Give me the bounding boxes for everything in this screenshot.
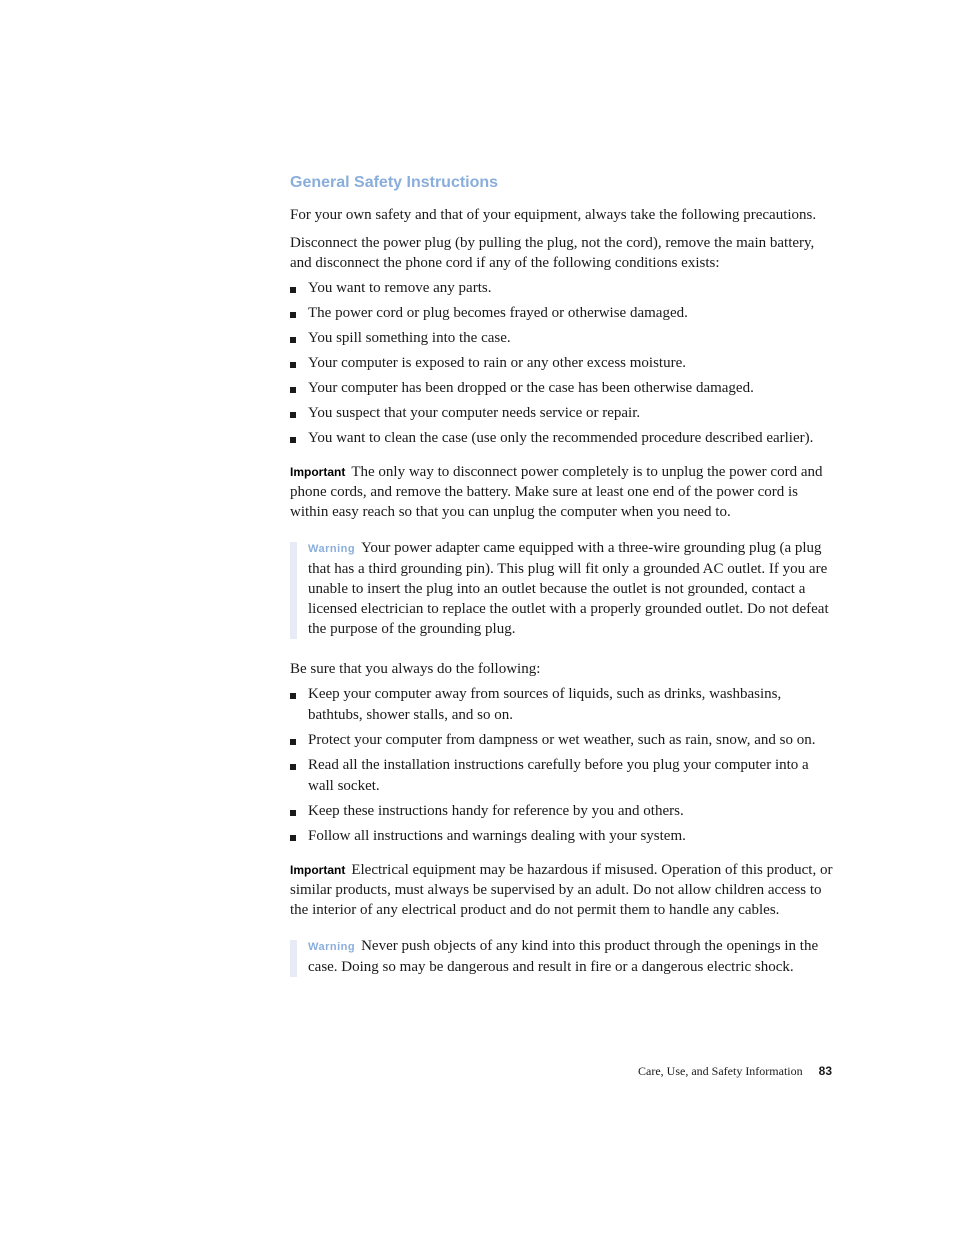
bullet-icon — [290, 287, 296, 293]
bullet-icon — [290, 810, 296, 816]
important-note-supervision — [290, 860, 835, 920]
conditions-intro: Disconnect the power plug (by pulling the plug, not the cord), remove the main battery, and disconnect the phone cord if any of the following conditions exists: — [290, 235, 815, 271]
bullet-icon — [290, 693, 296, 699]
page-number: 83 — [818, 1064, 832, 1078]
list-item: The power cord or plug becomes frayed or otherwise damaged. — [290, 303, 835, 324]
list-item: Follow all instructions and warnings dealing with your system. — [290, 826, 835, 847]
page-content — [290, 172, 835, 997]
footer-chapter-title: Care, Use, and Safety Information — [638, 1064, 803, 1078]
warning-bar — [290, 940, 297, 977]
warning-grounding-plug — [290, 538, 835, 639]
always-list — [290, 684, 835, 847]
list-item: Protect your computer from dampness or wet weather, such as rain, snow, and so on. — [290, 730, 835, 751]
page-footer — [638, 1063, 832, 1079]
bullet-icon — [290, 362, 296, 368]
important-label: Important — [290, 863, 346, 877]
list-item: You want to clean the case (use only the recommended procedure described earlier). — [290, 428, 835, 449]
warning-label: Warning — [308, 543, 356, 555]
section-heading: General Safety Instructions — [290, 174, 499, 191]
list-item: Read all the installation instructions carefully before you plug your computer into a wall socket. — [290, 755, 835, 797]
bullet-icon — [290, 412, 296, 418]
important-note-power — [290, 462, 835, 522]
conditions-list — [290, 278, 835, 449]
important-text: The only way to disconnect power completely is to unplug the power cord and phone cords, and remove the battery. Make sure at least one end of the power cord is within easy reach so that you can unplug the computer when you need to. — [290, 464, 823, 520]
warning-text: Your power adapter came equipped with a three-wire grounding plug (a plug that has a third grounding pin). This plug will fit only a grounded AC outlet. If you are unable to insert the plug into an outlet because the outlet is not grounded, contact a licensed electrician to replace the outlet with a properly grounded outlet. Do not defeat the purpose of the grounding plug. — [308, 540, 829, 637]
bullet-icon — [290, 337, 296, 343]
always-intro: Be sure that you always do the following: — [290, 661, 541, 677]
list-item: You want to remove any parts. — [290, 278, 835, 299]
warning-openings — [290, 936, 835, 977]
bullet-icon — [290, 387, 296, 393]
list-item: Keep these instructions handy for reference by you and others. — [290, 801, 835, 822]
bullet-icon — [290, 764, 296, 770]
warning-text: Never push objects of any kind into this product through the openings in the case. Doing so may be dangerous and result in fire or a dangerous electric shock. — [308, 938, 819, 975]
important-label: Important — [290, 465, 346, 479]
list-item: You spill something into the case. — [290, 328, 835, 349]
intro-paragraph: For your own safety and that of your equipment, always take the following precautions. — [290, 207, 817, 223]
bullet-icon — [290, 835, 296, 841]
list-item: Your computer has been dropped or the case has been otherwise damaged. — [290, 378, 835, 399]
bullet-icon — [290, 312, 296, 318]
list-item: Keep your computer away from sources of liquids, such as drinks, washbasins, bathtubs, shower stalls, and so on. — [290, 684, 835, 726]
warning-bar — [290, 542, 297, 639]
important-text: Electrical equipment may be hazardous if misused. Operation of this product, or similar products, must always be supervised by an adult. Do not allow children access to the interior of any electrical product and do not permit them to handle any cables. — [290, 862, 833, 918]
list-item: Your computer is exposed to rain or any other excess moisture. — [290, 353, 835, 374]
bullet-icon — [290, 739, 296, 745]
list-item: You suspect that your computer needs service or repair. — [290, 403, 835, 424]
bullet-icon — [290, 437, 296, 443]
warning-label: Warning — [308, 941, 356, 953]
